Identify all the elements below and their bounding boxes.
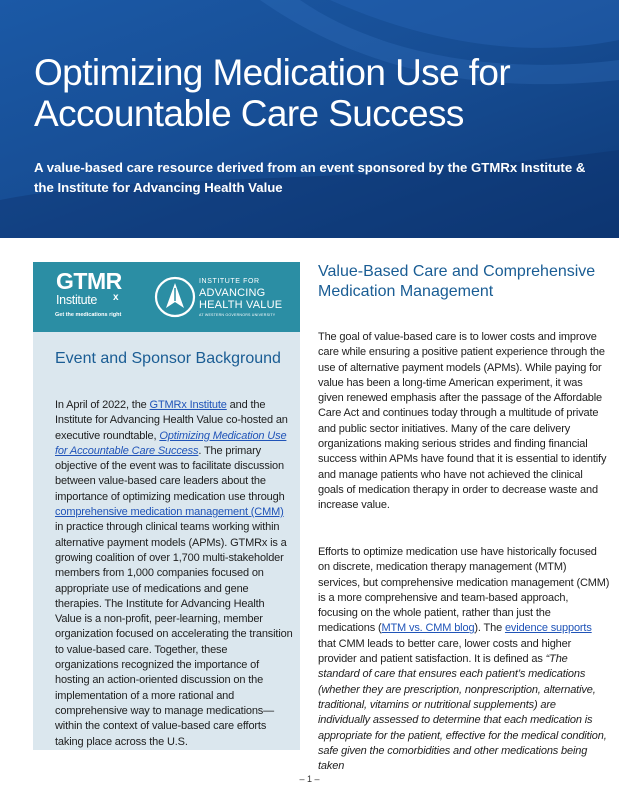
gtmrx-logo-institute: Institute (56, 293, 98, 307)
ihv-logo-icon (153, 274, 197, 320)
gtmrx-institute-link[interactable]: GTMRx Institute (149, 399, 227, 411)
ihv-logo-line-2: ADVANCING (199, 287, 266, 299)
cmm-link[interactable]: comprehensive medication management (CMM) (55, 506, 284, 519)
page-title (34, 52, 510, 134)
main-p2-text-c: that CMM leads to better care, lower costs and higher provider and patient satisfaction. It is defined as (318, 637, 572, 666)
evidence-supports-link[interactable]: evidence supports (504, 622, 592, 635)
page-subtitle: A value-based care resource derived from an event sponsored by the GTMRx Institute & the Institute for Advancing Health Value (34, 160, 586, 195)
header-banner (0, 0, 619, 238)
sidebar-text-2: and the Institute for Advancing Health Value co-hosted an executive roundtable, (55, 399, 288, 442)
gtmrx-logo-name: GTMR (56, 268, 122, 294)
cmm-definition-quote: “The standard of care that ensures each patient’s medications (whether they are prescription, nonprescription, alternative, traditional, vitamins or nutritional supplements) are individually assessed to determine that each medication is appropriate for the patient, effective for the medical condition, safe given the comorbidities and other medications being taken (318, 653, 607, 773)
title-line-1: Optimizing Medication Use for (34, 52, 511, 93)
title-line-2: Accountable Care Success (34, 93, 464, 134)
roundtable-event-link[interactable]: Optimizing Medication Use for Accountable Care Success (55, 429, 287, 457)
sidebar-text-4: in practice through clinical teams working within alternative payment models (APMs). GTMRx is a growing coalition of over 1,700 multi-stakeholder members from 1,000 companies focused on appropriate use of medications and gene therapies. The Institute for Advancing Health Value is a non-profit, peer-learning, member organization focused on accelerating the transition to value-based care. Together, these organizations recognized the importance of hosting an action-oriented discussion on the implementation of a more rational and comprehensive way to manage medications—within the context of value-based care efforts taking place across the U.S. (55, 521, 293, 748)
ihv-logo-line-3: HEALTH VALUE (199, 299, 283, 311)
sidebar-text-1: In April of 2022, the (55, 399, 150, 411)
gtmrx-logo-tagline: Get the medications right (55, 312, 122, 318)
main-paragraph-1: The goal of value-based care is to lower costs and improve care while ensuring a positive patient experience through the use of alternative payment models (APMs). While paying for value has been a long-time American experiment, it was given renewed emphasis after the passage of the Affordable Care Act and continues today through a multitude of private and public sector initiatives. Many of the care delivery organizations making serious strides and finding financial success within APMs have found that it is essential to identify and manage patients who have not achieved the clinical goals of medication therapy in order to decrease waste and increase value. (318, 331, 607, 512)
ihv-logo-line-4: AT WESTERN GOVERNORS UNIVERSITY (199, 313, 276, 317)
sponsor-sidebar (33, 262, 300, 750)
main-p2-text-a: Efforts to optimize medication use have historically focused on discrete, medication therapy management (MTM) services, but comprehensive medication management (CMM) is a more comprehensive and team-based approach, focusing on the whole patient, rather than just the medications ( (318, 546, 610, 635)
page-number: – 1 – (299, 774, 320, 784)
sponsor-logo-bar (33, 262, 300, 332)
sidebar-body (55, 398, 293, 750)
main-paragraph-2 (318, 545, 610, 774)
ihv-logo-line-1: INSTITUTE FOR (199, 278, 260, 285)
gtmrx-logo-rx: x (113, 292, 119, 303)
main-p2-text-b: ). The (474, 622, 505, 635)
sidebar-heading: Event and Sponsor Background (55, 350, 281, 367)
mtm-vs-cmm-blog-link[interactable]: MTM vs. CMM blog (381, 622, 475, 635)
main-heading: Value-Based Care and Comprehensive Medication Management (318, 263, 596, 300)
sidebar-text-3: . The primary objective of the event was to facilitate discussion between value-based care leaders about the importance of optimizing medication use through (55, 444, 285, 503)
